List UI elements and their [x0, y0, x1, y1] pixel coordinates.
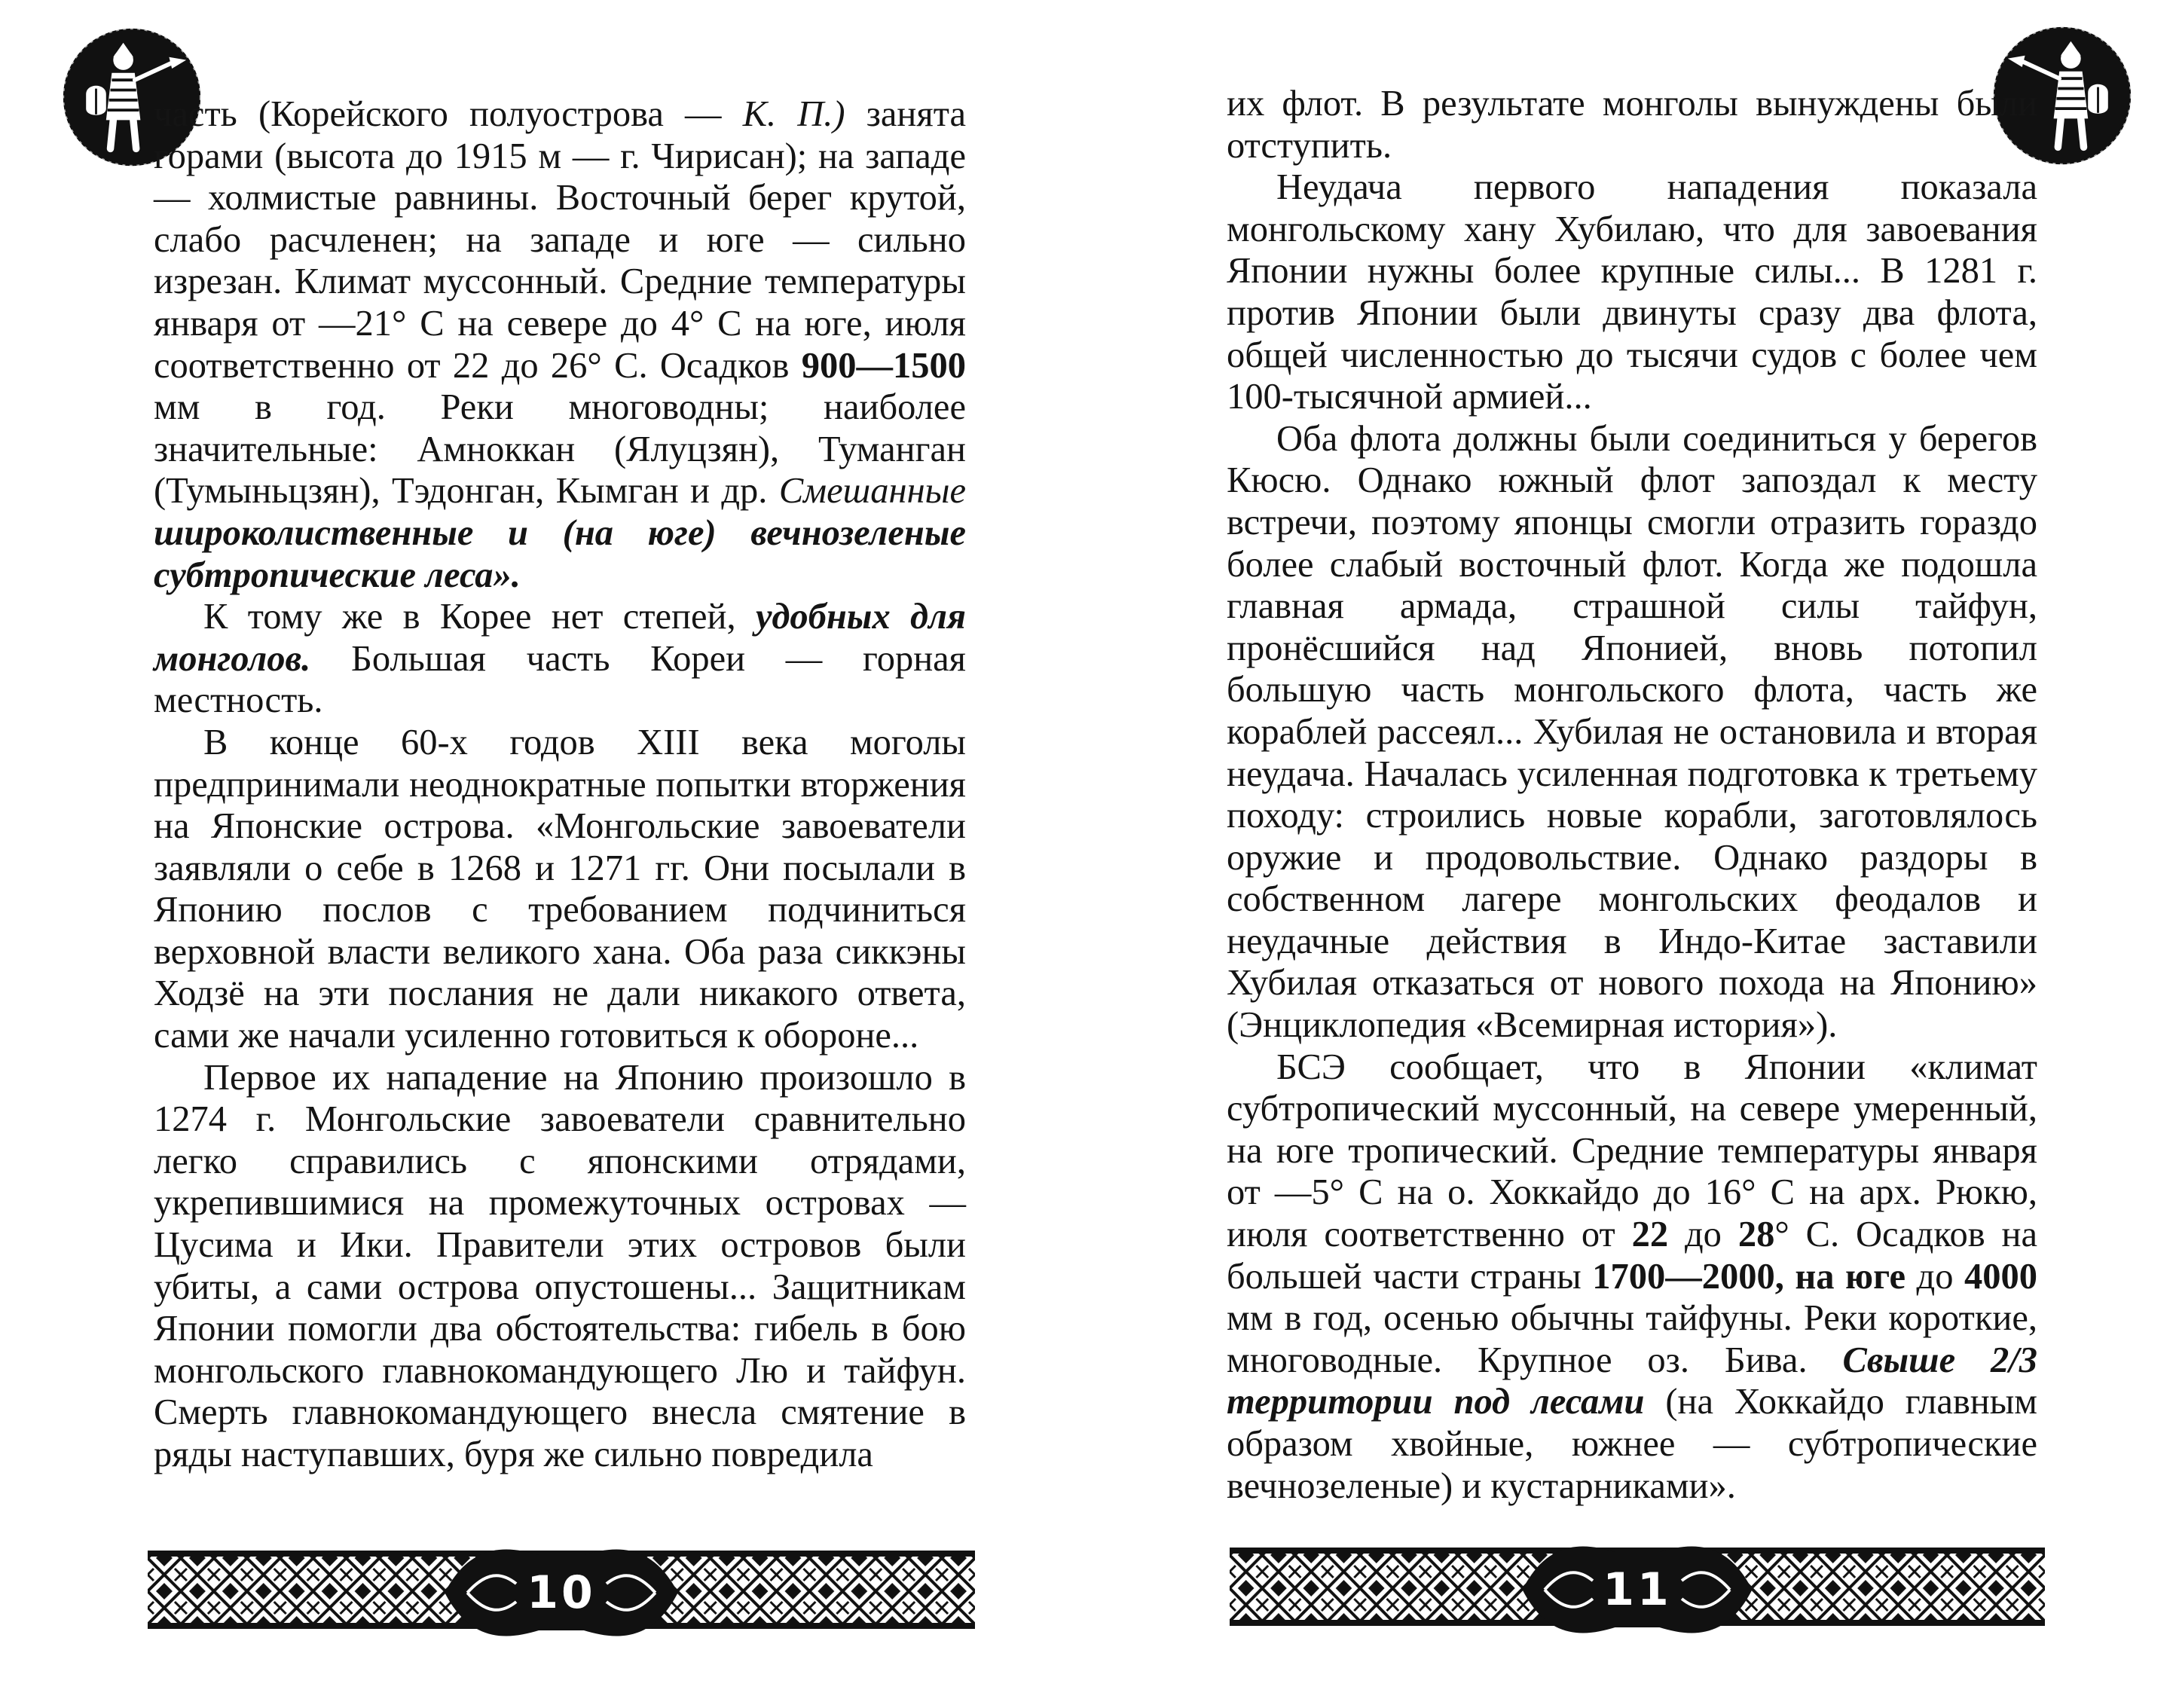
text-run: Свыше 2/3 территории под лесами — [1227, 1340, 2037, 1422]
paragraph — [1227, 167, 2037, 418]
text-run: до — [1668, 1215, 1738, 1255]
paragraph — [1227, 83, 2037, 167]
text-run: 4000 — [1964, 1256, 2037, 1297]
text-run: 22 — [1631, 1215, 1669, 1255]
text-run: Большая часть Кореи — горная местность. — [154, 638, 966, 721]
right-page — [1100, 0, 2176, 1708]
text-run: К тому же в Корее нет степей, — [203, 597, 756, 637]
text-run: Первое их нападение на Японию произошло в 1274 г. Монгольские завоеватели сравнительно легко справились с японскими отрядами, укрепившимися на промежуточных островах — Цусима и Ики. Правители этих островов были убиты, а сами острова опустошены... Защитникам Японии помогли два обстоятельства: гибель в бою монгольского главнокомандующего Лю и тайфун. Смерть главнокомандующего внесла смятение в ряды наступавших, буря же сильно повредила — [154, 1057, 966, 1474]
text-run: ° С. Осадков на большей части страны — [1227, 1215, 2037, 1297]
text-run: Смешанные — [778, 471, 966, 512]
text-run: широколиственные и (на юге) вечнозеленые субтропические леса». — [154, 512, 966, 595]
paragraph — [154, 596, 966, 722]
text-run: мм в год. Реки многоводны; наиболее значительные: Амноккан (Ялуцзян), Туманган (Тумыньцзян), Тэдонган, Кымган и др. — [154, 387, 966, 512]
text-run: БСЭ сообщает, что в Японии «климат субтропический муссонный, на севере умеренный, на юге тропический. Средние температуры января от —5° С на о. Хоккайдо до 16° С на арх. Рюкю, июля соответственно от — [1227, 1046, 2037, 1255]
text-run: мм в год, осенью обычны тайфуны. Реки короткие, многоводные. Крупное оз. Бива. — [1227, 1298, 2037, 1380]
paragraph — [154, 722, 966, 1057]
paragraph — [1227, 418, 2037, 1046]
paragraph — [154, 93, 966, 596]
text-run: Оба флота должны были соединиться у берегов Кюсю. Однако южный флот запоздал к месту встречи, поэтому японцы смогли отразить гораздо более слабый восточный флот. Когда же подошла главная армада, страшной силы тайфун, пронёсшийся над Японией, вновь потопил большую часть монгольского флота, часть же кораблей рассеял... Хубилая не остановила и вторая неудача. Началась усиленная подготовка к третьему походу: строились новые корабли, заготовлялось оружие и продовольствие. Однако раздоры в собственном лагере монгольских феодалов и неудачные действия в Индо-Китае заставили Хубилая отказаться от нового похода на Японию» (Энциклопедия «Всемирная история»). — [1227, 418, 2037, 1046]
text-run: 900—1500 — [801, 345, 966, 386]
text-run: В конце 60-х годов XIII века моголы предпринимали неоднократные попытки вторжения на Японские острова. «Монгольские завоеватели заявляли о себе в 1268 и 1271 гг. Они посылали в Японию послов с требованием подчиниться верховной власти великого хана. Оба раза сиккэны Ходзё на эти послания не дали никакого ответа, сами же начали усиленно готовиться к обороне... — [154, 722, 966, 1056]
page-number: 11 — [1603, 1563, 1672, 1616]
text-run: часть (Корейского полуострова — — [154, 94, 743, 134]
paragraph — [154, 1057, 966, 1476]
text-run: К. П.) — [742, 94, 845, 134]
text-run: 28 — [1737, 1215, 1775, 1255]
text-run: до — [1906, 1256, 1964, 1297]
text-run: (на Хоккайдо главным образом хвойные, южнее — субтропические вечнозеленые) и кустарниками». — [1227, 1382, 2037, 1506]
ornamental-footer — [148, 1541, 975, 1644]
left-page-text — [154, 93, 966, 1476]
paragraph — [1227, 1046, 2037, 1508]
text-run: 1700—2000, на юге — [1592, 1256, 1906, 1297]
ornamental-footer — [1230, 1538, 2045, 1641]
right-page-text — [1227, 83, 2037, 1507]
left-page — [0, 0, 1070, 1708]
text-run: их флот. В результате монголы вынуждены были отступить. — [1227, 84, 2037, 166]
text-run: удобных для монголов. — [154, 597, 966, 679]
text-run: занята горами (высота до 1915 м — г. Чирисан); на западе — холмистые равнины. Восточный берег крутой, слабо расчленен; на западе и юге — сильно изрезан. Климат муссонный. Средние температуры января от —21° С на севере до 4° С на юге, июля соответственно от 22 до 26° С. Осадков — [154, 94, 967, 386]
page-number: 10 — [527, 1566, 596, 1619]
text-run: Неудача первого нападения показала монгольскому хану Хубилаю, что для завоевания Японии нужны более крупные силы... В 1281 г. против Японии были двинуты сразу два флота, общей численностью до тысячи судов с более чем 100-тысячной армией... — [1227, 167, 2037, 417]
